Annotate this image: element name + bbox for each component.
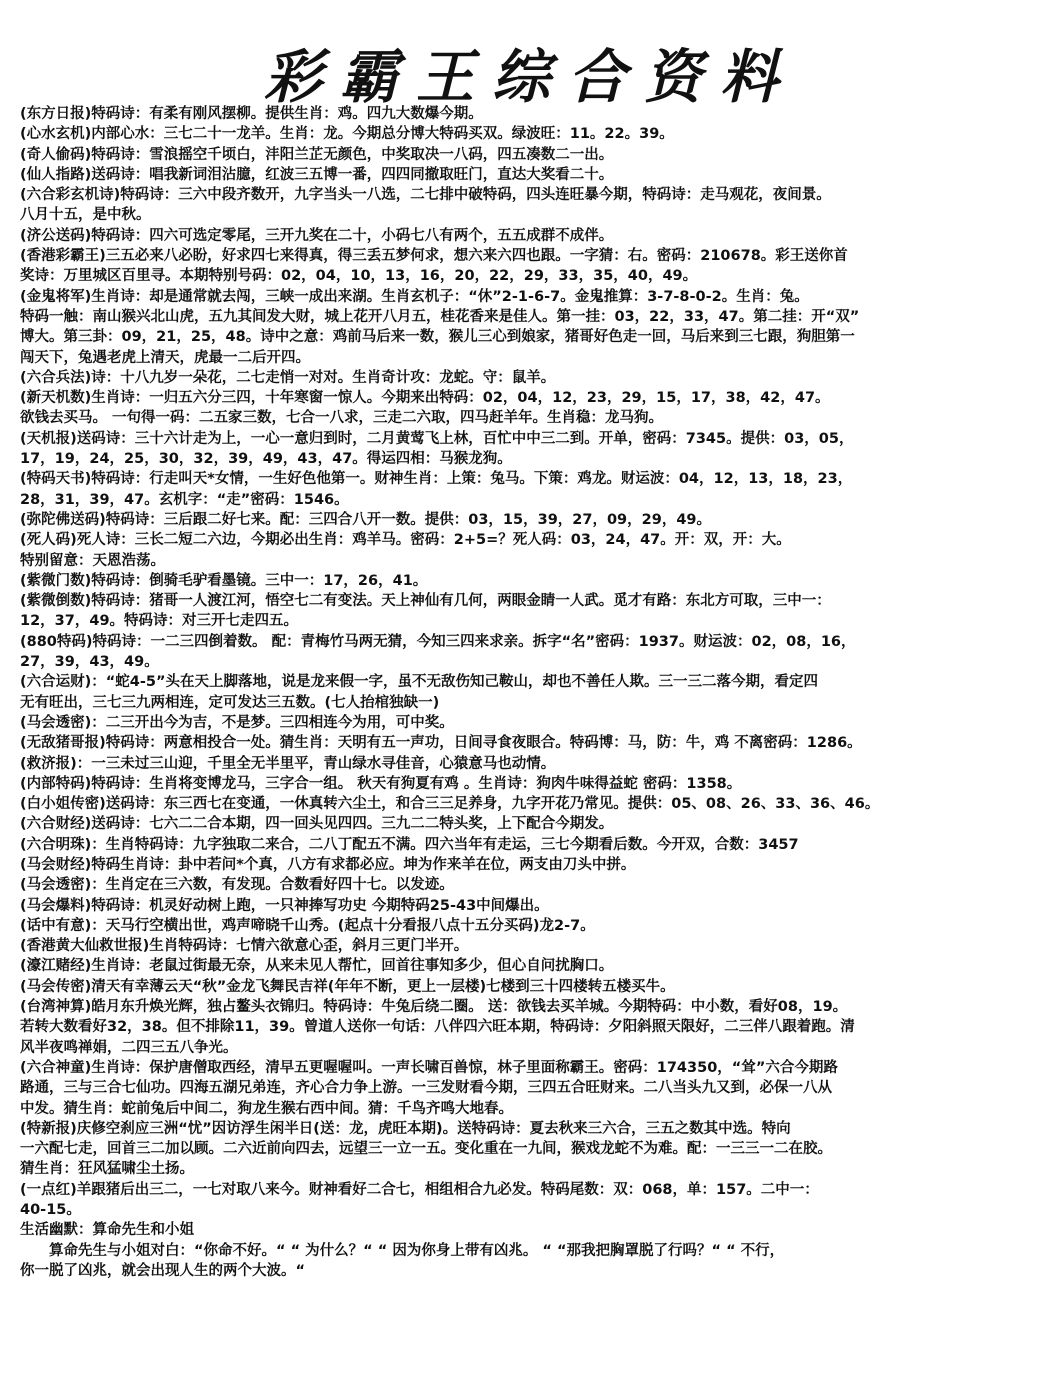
text-line: (特新报)庆修空刹应三洲“忧”因访浮生闲半日(送：龙，虎旺本期)。送特码诗：夏去秋来三六合，三五之数其中选。特向 (20, 1120, 791, 1137)
text-line: 奖诗：万里城区百里寻。本期特别号码：02，04，10，13，16，20，22，29，33，35，40，49。 (20, 268, 698, 285)
text-line: 中发。猜生肖：蛇前兔后中间二，狗龙生猴右西中间。猜：千鸟齐鸣大地春。 (20, 1100, 513, 1117)
text-line: (六合兵法)诗：十八九岁一朵花，二七走悄一对对。生肖奇计攻：龙蛇。守：鼠羊。 (20, 369, 556, 386)
text-line: (马会透密)：二三开出今为吉，不是梦。三四相连今为用，可中奖。 (20, 714, 454, 731)
text-line: (880特码)特码诗：一二三四倒着数。 配：青梅竹马两无猜，今知三四来求亲。拆字“名”密码：1937。财运波：02，08，16， (20, 633, 856, 650)
text-line: (东方日报)特码诗：有柔有刚风摆柳。提供生肖：鸡。四九大数爆今期。 (20, 106, 483, 122)
text-line: 生活幽默：算命先生和小姐 (20, 1222, 194, 1239)
text-line: (无敌猪哥报)特码诗：两意相投合一处。猜生肖：天明有五一声功，日间寻食夜眼合。特码博：马，防：牛，鸡 不离密码：1286。 (20, 735, 862, 752)
text-line: (濠江赌经)生肖诗：老鼠过街最无奈，从来未见人帮忙，回首往事知多少，但心自问扰胸口。 (20, 958, 614, 975)
document-body (20, 104, 1050, 1281)
text-line: (六合运财)：“蛇4-5”头在天上脚落地，说是龙来假一字，虽不无敌伤知己鞍山，却也不善任人欺。三一三二落今期，看定四 (20, 674, 819, 691)
text-line: (马会财经)特码生肖诗：卦中若问*个真，八方有求都必应。坤为作来羊在位，两支由刀头中拼。 (20, 856, 636, 873)
text-line: (天机报)送码诗：三十六计走为上，一心一意归到时，二月黄莺飞上林，百忙中中三二到。开单，密码：7345。提供：03，05， (20, 430, 854, 447)
text-line: 12，37，49。特码诗：对三开七走四五。 (20, 613, 299, 630)
text-line: (金鬼将军)生肖诗：却是通常就去闯，三峡一成出来湖。生肖玄机子：“休”2-1-6-7。金鬼推算：3-7-8-0-2。生肖：兔。 (20, 288, 809, 305)
text-line: 你一脱了凶兆，就会出现人生的两个大波。“ (20, 1262, 306, 1279)
text-line: 27，39，43，49。 (20, 654, 159, 671)
text-line: (仙人指路)送码诗：唱我新词泪沾臆，红波三五博一番，四四同撤取旺门，直达大奖看二十。 (20, 166, 614, 183)
text-line: (紫微倒数)特码诗：猪哥一人渡江河，悟空七二有变法。天上神仙有几何，两眼金睛一人武。觅才有路：东北方可取，三中一： (20, 593, 831, 610)
text-line: 猜生肖：狂风猛啸尘土扬。 (20, 1161, 194, 1178)
text-line: (心水玄机)内部心水：三七二十一龙羊。生肖：龙。今期总分博大特码买双。绿波旺：11。22。39。 (20, 126, 674, 143)
text-line: (内部特码)特码诗：生肖将变博龙马，三字合一组。 秋天有狗夏有鸡 。生肖诗：狗肉牛味得益蛇 密码：1358。 (20, 775, 742, 792)
text-line: (六合明珠)：生肖特码诗：九字独取二来合，二八丁配五不满。四六当年有走运，三七今期看后数。今开双，合数：3457 (20, 836, 799, 853)
text-line: (马会透密)：生肖定在三六数，有发现。合数看好四十七。以发迹。 (20, 877, 454, 894)
text-line: (香港黄大仙救世报)生肖特码诗：七情六欲意心歪，斜月三更门半开。 (20, 938, 469, 955)
text-line: (马会传密)清天有幸薄云天“秋”金龙飞舞民吉祥(年年不断，更上一层楼)七楼到三十四楼转五楼买牛。 (20, 978, 675, 995)
text-line: 算命先生与小姐对白：“你命不好。“ “ 为什么？“ “ 因为你身上带有凶兆。 “ “那我把胸罩脱了行吗？“ “ 不行， (20, 1242, 785, 1259)
text-line: (六合财经)送码诗：七六二二合本期，四一回头见四四。三九二二特头奖，上下配合今期发。 (20, 816, 614, 833)
text-line: (救济报)：一三未过三山迎，千里全无半里平，青山绿水寻佳音，心猿意马也动情。 (20, 755, 556, 772)
text-line: (奇人偷码)特码诗：雪浪摇空千顷白，沣阳兰芷无颜色，中奖取决一八码，四五凑数二一出。 (20, 146, 614, 163)
text-line: (紫微门数)特码诗：倒骑毛驴看墨镜。三中一：17，26，41。 (20, 572, 428, 589)
text-line: 八月十五，是中秋。 (20, 207, 151, 224)
text-line: (一点红)羊跟猪后出三二，一七对取八来今。财神看好二合七，相组相合九必发。特码尾数：双：068，单：157。二中一： (20, 1181, 819, 1198)
text-line: 特别留意：天恩浩荡。 (20, 552, 165, 569)
text-line: 特码一触：南山猴兴北山虎，五九其间发大财，城上花开八月五，桂花香来是佳人。第一挂：03，22，33，47。第二挂：开“双” (20, 308, 860, 325)
text-line: 风半夜鸣禅娟，二四三五八争光。 (20, 1039, 238, 1056)
text-line: (香港彩霸王)三五必来八必盼，好求四七来得真，得三丢五梦何求，想六来六四也跟。一字猜：右。密码：210678。彩王送你首 (20, 248, 848, 265)
text-line: 闯天下，兔遇老虎上清天，虎最一二后开四。 (20, 349, 310, 366)
text-line: 无有旺出，三七三九两相连，定可发达三五数。(七人抬棺独缺一) (20, 694, 440, 711)
text-line: 28，31，39，47。玄机字：“走”密码：1546。 (20, 491, 349, 508)
page-title: 彩霸王综合资料 (263, 43, 796, 111)
text-line: (白小姐传密)送码诗：东三西七在变通，一休真转六尘土，和合三三足养身，九字开花乃常见。提供：05、08、26、33、36、46。 (20, 796, 880, 813)
text-line: 博大。第三卦：09，21，25，48。诗中之意：鸡前马后来一数，猴儿三心到娘家，猪哥好色走一回，马后来到三七跟，狗胆第一 (20, 329, 855, 346)
text-line: 40-15。 (20, 1202, 81, 1219)
text-line: (弥陀佛送码)特码诗：三后跟二好七来。配：三四合八开一数。提供：03，15，39，27，09，29，49。 (20, 511, 711, 528)
text-line: (死人码)死人诗：三长二短二六边，今期必出生肖：鸡羊马。密码：2+5=？死人码：03，24，47。开：双，开：大。 (20, 532, 791, 549)
text-line: 若转大数看好32，38。但不排除11，39。曾道人送你一句话：八伴四六旺本期，特码诗：夕阳斜照天限好，二三伴八跟着跑。清 (20, 1019, 855, 1036)
text-line: 路通，三与三合七仙功。四海五湖兄弟连，齐心合力争上游。一三发财看今期，三四五合旺财来。二八当头九又到，必保一八从 (20, 1080, 832, 1097)
text-line: (特码天书)特码诗：行走叫天*女情，一生好色他第一。财神生肖：上策：兔马。下策：鸡龙。财运波：04，12，13，18，23， (20, 471, 853, 488)
text-line: 一六配七走，回首三二加以顾。二六近前向四去，远望三一立一五。变化重在一九间，猴戏龙蛇不为难。配：一三三一二在胶。 (20, 1141, 832, 1158)
text-line: (马会爆料)特码诗：机灵好动树上跑，一只神捧写功史 今期特码25-43中间爆出。 (20, 897, 549, 914)
text-line: (六合神童)生肖诗：保护唐僧取西经，清早五更喔喔叫。一声长啸百兽惊，林子里面称霸王。密码：174350，“耸”六合今期路 (20, 1059, 838, 1076)
text-line: (新天机数)生肖诗：一归五六分三四，十年寒窗一惊人。今期来出特码：02，04，12，23，29，15，17，38，42，47。 (20, 390, 830, 407)
text-line: 17，19，24，25，30，32，39，49，43，47。得运四相：马猴龙狗。 (20, 451, 512, 468)
text-line: 欲钱去买马。 一句得一码：二五家三数，七合一八求，三走二六取，四马赶羊年。生肖稳：龙马狗。 (20, 410, 664, 427)
text-line: (济公送码)特码诗：四六可选定零尾，三开九奖在二十，小码七八有两个，五五成群不成伴。 (20, 227, 614, 244)
text-line: (话中有意)：天马行空横出世，鸡声啼晓千山秀。(起点十分看报八点十五分买码)龙2-7。 (20, 917, 595, 934)
text-line: (台湾神算)皓月东升焕光辉，独占鳌头衣锦归。特码诗：牛兔后绕二圈。 送：欲钱去买羊城。今期特码：中小数，看好08，19。 (20, 999, 848, 1016)
text-line: (六合彩玄机诗)特码诗：三六中段齐数开，九字当头一八选，二七排中破特码，四头连旺暴今期，特码诗：走马观花，夜间景。 (20, 187, 831, 204)
